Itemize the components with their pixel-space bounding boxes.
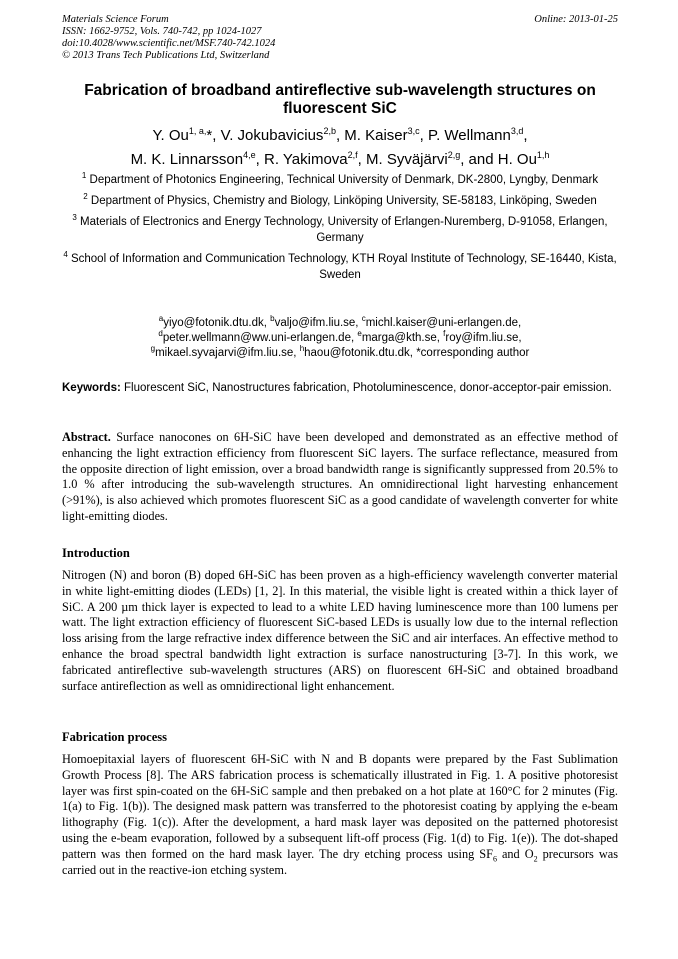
author-superscript: 1, a,: [188, 126, 207, 136]
affiliation-number: 1: [81, 171, 87, 181]
email-address: yiyo@fotonik.dtu.dk,: [163, 317, 271, 329]
email-address: roy@ifm.liu.se,: [445, 332, 522, 344]
email-marker: b: [270, 314, 275, 324]
abstract-label: Abstract.: [62, 430, 111, 444]
author-superscript: 2,g: [447, 150, 461, 160]
journal-header: [62, 14, 618, 62]
affiliation-number: 3: [72, 213, 77, 223]
author-separator: *,: [206, 127, 221, 144]
author-name: R. Yakimova: [263, 151, 348, 168]
author-separator: ,: [255, 151, 264, 168]
author-separator: ,: [357, 151, 366, 168]
author-separator: ,: [335, 127, 345, 144]
keywords-text: Fluorescent SiC, Nanostructures fabrication, Photoluminescence, donor-acceptor-pair emission.: [120, 382, 612, 394]
email-marker: g: [150, 344, 156, 354]
journal-name: Materials Science Forum: [62, 14, 169, 25]
affiliation-number: 4: [63, 250, 68, 260]
abstract-block: [62, 430, 618, 525]
email-marker: f: [443, 329, 446, 339]
email-marker: h: [299, 344, 305, 354]
affiliation: [62, 193, 618, 209]
email-marker: e: [357, 329, 362, 339]
author-name: M. Syväjärvi: [366, 151, 448, 168]
author-name: P. Wellmann: [428, 127, 511, 144]
email-list: [62, 316, 618, 361]
author-name: H. Ou: [497, 151, 537, 168]
author-name: Y. Ou: [152, 127, 189, 144]
subscript: 6: [492, 854, 497, 864]
email-marker: a: [158, 314, 164, 324]
affiliation: [62, 251, 618, 283]
affiliation-text: Department of Physics, Chemistry and Biology, Linköping University, SE-58183, Linköping, Sweden: [90, 195, 597, 207]
author-superscript: 2,b: [323, 126, 336, 136]
affiliation-text: School of Information and Communication Technology, KTH Royal Institute of Technology, SE-16440, Kista, Sweden: [70, 253, 617, 281]
online-date: Online: 2013-01-25: [534, 14, 618, 25]
journal-copyright: © 2013 Trans Tech Publications Ltd, Switzerland: [62, 50, 270, 61]
author-superscript: 3,d: [510, 126, 524, 136]
email-address: michl.kaiser@uni-erlangen.de,: [365, 317, 522, 329]
email-address: mikael.syvajarvi@ifm.liu.se,: [155, 347, 300, 359]
fabrication-paragraph: [62, 752, 618, 878]
affiliation: [62, 214, 618, 246]
fabrication-text-part: precursors was carried out in the reactive-ion etching system.: [62, 846, 618, 877]
affiliation-list: [62, 172, 618, 288]
author-superscript: 2,f: [347, 150, 358, 160]
journal-issn: ISSN: 1662-9752, Vols. 740-742, pp 1024-1027: [62, 26, 262, 37]
author-superscript: 4,e: [243, 150, 256, 160]
author-superscript: 1,h: [536, 150, 550, 160]
fabrication-text-part: and O: [496, 846, 534, 861]
fabrication-text-part: Homoepitaxial layers of fluorescent 6H-SiC with N and B dopants were prepared by the Fast Sublimation Growth Process [8]. The ARS fabrication process is schematically illustrated in Fig. 1. A positive photoresist layer was first spin-coated on the 6H-SiC sample and then prebaked on a hot plate at 160°C for 2 minutes (Fig. 1(a) to Fig. 1(b)). The designed mask pattern was transferred to the photoresist coating by applying the e-beam lithography (Fig. 1(c)). After the development, a hard mask layer was deposited on the patterned photoresist using the e-beam evaporation, followed by a subsequent lift-off process (Fig. 1(d) to Fig. 1(e)). The dot-shaped pattern was then formed on the hard mask layer. The dry etching process using SF: [62, 752, 618, 861]
email-marker: d: [158, 329, 163, 339]
fabrication-heading: Fabrication process: [62, 730, 167, 744]
subscript: 2: [533, 854, 538, 864]
email-address: peter.wellmann@ww.uni-erlangen.de,: [162, 332, 358, 344]
affiliation-text: Department of Photonics Engineering, Technical University of Denmark, DK-2800, Lyngby, Denmark: [89, 174, 599, 186]
author-name: V. Jokubavicius: [220, 127, 324, 144]
author-separator: ,: [419, 127, 429, 144]
author-name: M. K. Linnarsson: [130, 151, 244, 168]
introduction-heading: Introduction: [62, 546, 130, 560]
keywords-label: Keywords:: [62, 382, 121, 394]
affiliation-text: Materials of Electronics and Energy Technology, University of Erlangen-Nuremberg, D-91058, Erlangen, Germany: [80, 216, 608, 244]
author-name: M. Kaiser: [344, 127, 408, 144]
author-superscript: 3,c: [407, 126, 420, 136]
affiliation-number: 2: [83, 192, 88, 202]
introduction-paragraph: Nitrogen (N) and boron (B) doped 6H-SiC has been proven as a high-efficiency wavelength converter material in white light-emitting diodes (LEDs) [1, 2]. In this material, the visible light is created within a thick layer of SiC. A 200 µm thick layer is expected to lead to a white LED having luminescence more than 100 lumens per watt. The light extraction efficiency of fluorescent SiC-based LEDs is usually low due to the internal reflection loss arising from the large refractive index difference between the SiC and air interfaces. An effective method to enhance the broad spectral bandwidth light extraction is surface nanostructuring [3-7]. In this work, we fabricated antireflective sub-wavelength structures (ARS) on fluorescent 6H-SiC and obtained broadband surface antireflection as well as omnidirectional light enhancement.: [62, 568, 618, 693]
journal-doi: doi:10.4028/www.scientific.net/MSF.740-742.1024: [62, 38, 276, 49]
email-address: marga@kth.se,: [361, 332, 444, 344]
author-list: [62, 124, 618, 172]
affiliation: [62, 172, 618, 188]
email-marker: c: [361, 314, 366, 324]
paper-title: Fabrication of broadband antireflective sub-wavelength structures on fluorescent SiC: [84, 82, 596, 117]
email-address: haou@fotonik.dtu.dk, *corresponding author: [304, 347, 530, 359]
abstract-text: Surface nanocones on 6H-SiC have been developed and demonstrated as an effective method of enhancing the light extraction efficiency from fluorescent SiC layers. The surface reflectance, measured from the opposite direction of light emission, over a broad bandwidth range is significantly suppressed from 20.5% to 1.0 % after introducing the sub-wavelength structures. An omnidirectional light harvesting enhancement (>91%), is also achieved which promotes fluorescent SiC as a good candidate of wavelength converter for white light-emitting diodes.: [62, 430, 618, 523]
email-address: valjo@ifm.liu.se,: [274, 317, 362, 329]
author-separator: , and: [460, 151, 498, 168]
keywords-block: [62, 380, 618, 396]
author-separator: ,: [523, 127, 528, 144]
